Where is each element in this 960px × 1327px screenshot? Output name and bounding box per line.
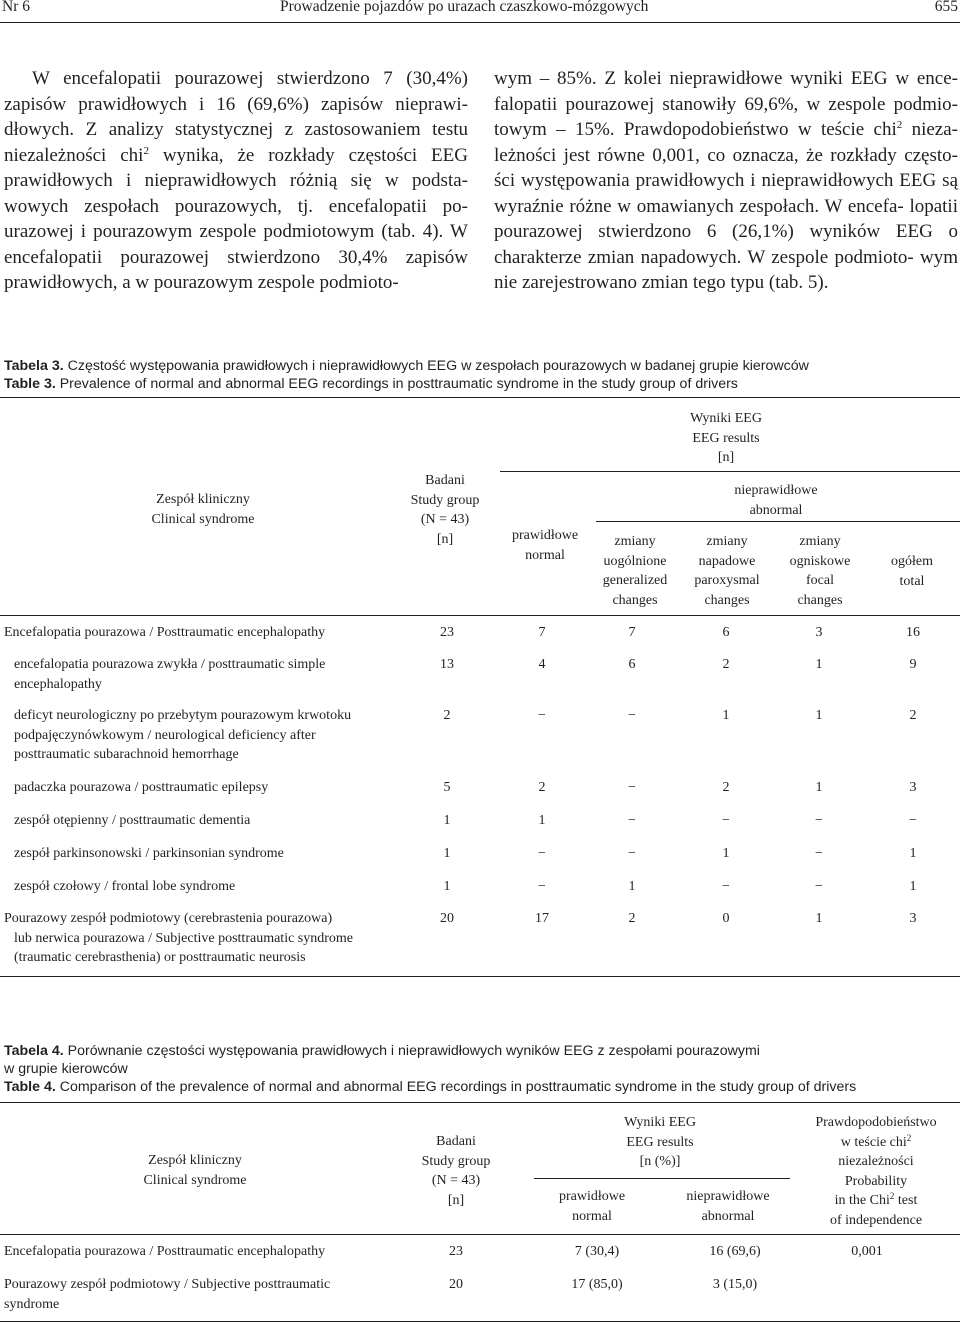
cell-paroxysmal: − xyxy=(722,813,730,828)
cell-probability: 0,001 xyxy=(851,1244,883,1259)
cell-normal: 7 (30,4) xyxy=(574,1244,620,1259)
row-label-line: deficyt neurologiczny po przebytym pourazowym krwotoku xyxy=(14,708,352,723)
row-label-line: zespół parkinsonowski / parkinsonian syndrome xyxy=(14,846,284,861)
cell-focal: 1 xyxy=(815,708,823,723)
body-column-right xyxy=(494,66,958,296)
running-header xyxy=(0,0,960,20)
page-number: 655 xyxy=(934,0,958,15)
row-label-line: Pourazowy zespół podmiotowy / Subjective posttraumatic xyxy=(4,1277,331,1292)
cell-normal: 1 xyxy=(538,813,546,828)
cell-focal: − xyxy=(815,813,823,828)
row-label xyxy=(4,1275,384,1314)
cell-focal: 1 xyxy=(815,911,823,926)
cell-paroxysmal: 1 xyxy=(722,708,730,723)
cell-focal: − xyxy=(815,879,823,894)
cell-paroxysmal: 2 xyxy=(722,657,730,672)
cell-paroxysmal: − xyxy=(722,879,730,894)
row-label xyxy=(4,1242,384,1262)
cell-paroxysmal: 0 xyxy=(722,911,730,926)
cell-generalized: 2 xyxy=(628,911,636,926)
row-label xyxy=(14,877,414,897)
row-label-line: Encefalopatia pourazowa / Posttraumatic encephalopathy xyxy=(4,625,326,640)
paragraph: W encefalopatii pourazowej stwierdzono 7 (30,4%) zapisów prawidłowych i 16 (69,6%) zapisów nieprawi- dłowych. Z analizy statystycznej z zastosowaniem testu niezależności chi$^2$ wynika, że rozkłady częstości EEG prawidłowych i nieprawidłowych różnią się w podsta- wowych zespołach pourazowych, tj. encefalopatii po- urazowej i pourazowym zespole podmiotowym (tab. 4). W encefalopatii pourazowej stwierdzono 30,4% zapisów prawidłowych, a w pourazowym zespole podmioto- xyxy=(4,68,468,293)
cell-normal: 4 xyxy=(538,657,546,672)
cell-total: 1 xyxy=(909,846,917,861)
t3-bottom-rule xyxy=(0,976,960,977)
row-label xyxy=(14,844,414,864)
t3-header-paroxysmal: zmiany napadowe paroxysmal changes xyxy=(694,534,760,608)
running-title: Prowadzenie pojazdów po urazach czaszkowo-mózgowych xyxy=(280,0,649,15)
cell-paroxysmal: 1 xyxy=(722,846,730,861)
t3-header-focal: zmiany ogniskowe focal changes xyxy=(789,534,851,608)
cell-generalized: 7 xyxy=(628,625,636,640)
cell-focal: 3 xyxy=(815,625,823,640)
cell-normal: 2 xyxy=(538,780,546,795)
t3-header-total: ogółem total xyxy=(891,554,933,589)
cell-normal: 17 (85,0) xyxy=(571,1277,623,1292)
cell-paroxysmal: 6 xyxy=(722,625,730,640)
cell-normal: − xyxy=(538,846,546,861)
cell-total: 3 xyxy=(909,911,917,926)
row-label-line: lub nerwica pourazowa / Subjective posttraumatic syndrome xyxy=(14,930,354,946)
cell-normal: 7 xyxy=(538,625,546,640)
cell-focal: 1 xyxy=(815,657,823,672)
t4-header-results: Wyniki EEG EEG results [n (%)] xyxy=(624,1115,696,1169)
t3-results-rule xyxy=(500,471,960,472)
row-label-line: syndrome xyxy=(4,1296,60,1312)
cell-study-n: 23 xyxy=(440,625,454,640)
t4-bottom-rule xyxy=(0,1321,960,1322)
t4-header-probability: Prawdopodobieństwo w teście chi$^2$ niezależności Probability in the Chi$^2$ test of independence xyxy=(815,1115,937,1228)
t4-header-abnormal: nieprawidłowe abnormal xyxy=(686,1189,770,1224)
row-label-line: padaczka pourazowa / posttraumatic epilepsy xyxy=(14,780,269,795)
cell-normal: − xyxy=(538,708,546,723)
cell-study-n: 20 xyxy=(440,911,454,926)
row-label xyxy=(14,655,414,694)
t4-header-syndrome: Zespół kliniczny Clinical syndrome xyxy=(143,1153,247,1188)
row-label-line: posttraumatic subarachnoid hemorrhage xyxy=(14,747,239,762)
t4-header-bottom-rule xyxy=(0,1234,960,1235)
cell-study-n: 1 xyxy=(443,813,451,828)
row-label xyxy=(4,623,404,643)
t4-header-study-group: Badani Study group (N = 43) [n] xyxy=(421,1134,491,1208)
cell-total: 1 xyxy=(909,879,917,894)
cell-study-n: 20 xyxy=(449,1277,463,1292)
row-label xyxy=(14,706,414,765)
t3-abnormal-rule xyxy=(596,521,960,522)
row-label-line: (traumatic cerebrasthenia) or posttraumatic neurosis xyxy=(14,950,306,965)
cell-generalized: − xyxy=(628,708,636,723)
cell-generalized: 1 xyxy=(628,879,636,894)
cell-generalized: 6 xyxy=(628,657,636,672)
cell-total: − xyxy=(909,813,917,828)
row-label-line: zespół otępienny / posttraumatic dementia xyxy=(14,813,251,828)
cell-focal: 1 xyxy=(815,780,823,795)
t3-header-bottom-rule xyxy=(0,615,960,616)
paragraph: wym – 85%. Z kolei nieprawidłowe wyniki EEG w ence- falopatii pourazowej stanowiły 69,6%, w zespole podmio- towym – 15%. Prawdopodobieństwo w teście chi$^2$ nieza- leżności jest równe 0,001, co oznacza, że rozkłady często- ści występowania prawidłowych i nieprawidłowych EEG są wyraźnie różne w omawianych zespołach. W encefa- lopatii pourazowej stwierdzono 6 (26,1%) wyników EEG o charakterze zmian napadowych. W zespole podmioto- wym nie zarejestrowano zmian tego typu (tab. 5). xyxy=(494,68,959,293)
cell-study-n: 13 xyxy=(440,657,454,672)
cell-study-n: 1 xyxy=(443,879,451,894)
table4-caption: Tabela 4. Porównanie częstości występowania prawidłowych i nieprawidłowych wyników EEG z zespołami pourazowymi w grupie kierowców Table 4. Comparison of the prevalence of normal and abnormal EEG recordings in posttraumatic syndrome in the study group of drivers xyxy=(4,1043,857,1095)
t3-header-study-group: Badani Study group (N = 43) [n] xyxy=(410,473,480,547)
cell-generalized: − xyxy=(628,813,636,828)
row-label-line: encephalopathy xyxy=(14,676,102,692)
cell-normal: − xyxy=(538,879,546,894)
row-label-line: Pourazowy zespół podmiotowy (cerebrastenia pourazowa) xyxy=(4,911,333,926)
cell-generalized: − xyxy=(628,780,636,795)
t3-header-abnormal: nieprawidłowe abnormal xyxy=(734,483,818,518)
cell-total: 9 xyxy=(909,657,917,672)
body-column-left xyxy=(4,66,468,296)
t3-header-syndrome: Zespół kliniczny Clinical syndrome xyxy=(151,492,255,527)
header-rule xyxy=(0,22,960,23)
issue-number: Nr 6 xyxy=(2,0,30,15)
cell-generalized: − xyxy=(628,846,636,861)
row-label-line: podpajęczynówkowym / neurological deficiency after xyxy=(14,727,316,743)
row-label xyxy=(4,909,404,968)
cell-total: 2 xyxy=(909,708,917,723)
row-label-line: encefalopatia pourazowa zwykła / posttraumatic simple xyxy=(14,657,326,672)
cell-abnormal: 16 (69,6) xyxy=(709,1244,761,1259)
row-label-line: Encefalopatia pourazowa / Posttraumatic encephalopathy xyxy=(4,1244,326,1259)
cell-total: 3 xyxy=(909,780,917,795)
table3-top-rule xyxy=(0,397,960,398)
t4-header-normal: prawidłowe normal xyxy=(558,1189,626,1224)
cell-study-n: 2 xyxy=(443,708,451,723)
t3-header-results: Wyniki EEG EEG results [n] xyxy=(690,411,762,465)
row-label xyxy=(14,778,414,798)
t3-header-generalized: zmiany uogólnione generalized changes xyxy=(602,534,668,608)
table3-caption: Tabela 3. Częstość występowania prawidłowych i nieprawidłowych EEG w zespołach pourazowych w badanej grupie kierowców Table 3. Prevalence of normal and abnormal EEG recordings in posttraumatic syndrome in the study group of drivers xyxy=(4,358,809,392)
cell-total: 16 xyxy=(906,625,920,640)
cell-normal: 17 xyxy=(535,911,549,926)
cell-paroxysmal: 2 xyxy=(722,780,730,795)
table4-top-rule xyxy=(0,1102,960,1103)
t4-results-rule xyxy=(534,1178,790,1179)
row-label xyxy=(14,811,414,831)
t3-header-normal: prawidłowe normal xyxy=(511,528,579,563)
cell-abnormal: 3 (15,0) xyxy=(712,1277,758,1292)
cell-study-n: 23 xyxy=(449,1244,463,1259)
cell-study-n: 5 xyxy=(443,780,451,795)
cell-study-n: 1 xyxy=(443,846,451,861)
cell-focal: − xyxy=(815,846,823,861)
row-label-line: zespół czołowy / frontal lobe syndrome xyxy=(14,879,236,894)
